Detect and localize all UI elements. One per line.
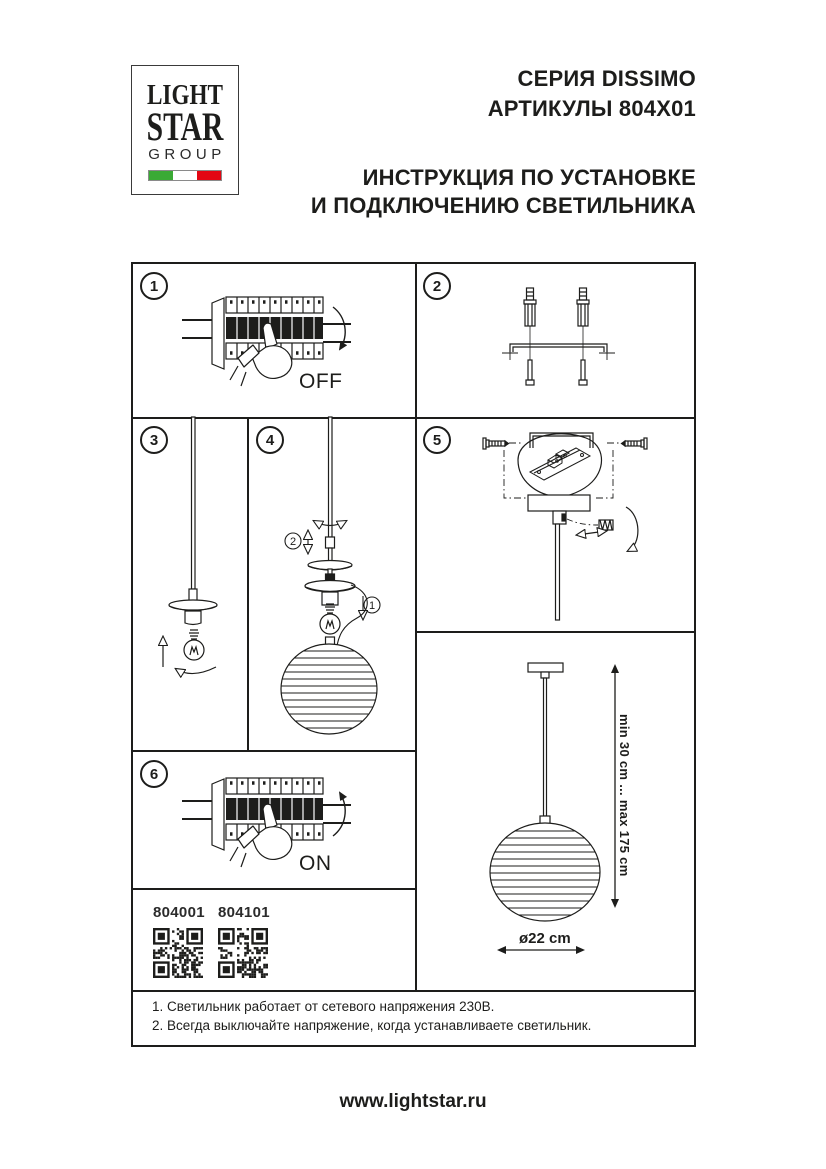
step3-bulb-install-illustration: [140, 417, 240, 689]
logo-text-group: GROUP: [148, 146, 226, 163]
spring-icon: [599, 520, 613, 530]
step1-number-badge: 1: [140, 272, 168, 300]
ceiling-plate: [528, 663, 563, 672]
flag-green-segment: [149, 171, 173, 180]
suspension-rod: [192, 417, 196, 589]
divider-step6-bottom: [133, 888, 417, 890]
ribbed-globe-shade: [488, 823, 602, 921]
step2-number-badge: 2: [423, 272, 451, 300]
wall-anchor-icon: [577, 288, 589, 385]
safety-notes: [152, 997, 591, 1035]
suspension-rod: [544, 678, 547, 816]
diameter-label: ø22 cm: [519, 930, 571, 947]
ribbed-globe-shade: [279, 637, 379, 734]
article-number-right: 804101: [218, 904, 270, 921]
light-bulb-icon: [320, 604, 340, 634]
callout-2-number: 2: [289, 536, 297, 548]
ceiling-canopy: [528, 495, 590, 511]
italian-flag-bar: [148, 170, 222, 181]
qr-code-804101: [218, 928, 268, 978]
screw-icon: [483, 438, 509, 449]
step5-number-badge: 5: [423, 426, 451, 454]
terminal-block-detail: [530, 448, 590, 480]
lamp-socket: [185, 611, 201, 625]
divider-notes-top: [133, 990, 694, 992]
instruction-title-line2: И ПОДКЛЮЧЕНИЮ СВЕТИЛЬНИКА: [310, 193, 696, 218]
step4-number-badge: 4: [256, 426, 284, 454]
wall-anchor-icon: [524, 288, 536, 385]
note-line: 1. Светильник работает от сетевого напряжения 230В.: [152, 999, 495, 1014]
suspension-rod: [556, 524, 560, 620]
on-label: ON: [299, 852, 332, 875]
curved-insert-arrow-icon: [336, 585, 367, 655]
flag-white-segment: [173, 171, 197, 180]
lightstar-logo: [131, 65, 239, 195]
series-title: СЕРИЯ DISSIMO: [517, 66, 696, 91]
rotate-icon: [626, 507, 638, 551]
height-range-label: min 30 cm ... max 175 cm: [617, 714, 632, 877]
website-url: www.lightstar.ru: [339, 1091, 487, 1112]
divider-center-vertical: [415, 264, 417, 990]
rotate-icon: [176, 667, 216, 674]
step3-number-badge: 3: [140, 426, 168, 454]
arrow-up-icon: [333, 793, 345, 836]
flag-red-segment: [197, 171, 221, 180]
arrow-left-right-icon: [577, 531, 606, 535]
step6-number-badge: 6: [140, 760, 168, 788]
light-bulb-icon: [184, 630, 204, 660]
suspension-rod: [329, 417, 333, 537]
article-number-left: 804001: [153, 904, 205, 921]
divider-step34-bottom: [133, 750, 417, 752]
step4-globe-assembly-illustration: [257, 417, 409, 739]
off-label: OFF: [299, 370, 343, 393]
finished-lamp-dimensions-illustration: [470, 650, 685, 965]
mounting-bracket-icon: [530, 433, 593, 448]
callout-1-number: 1: [368, 600, 376, 612]
articles-title: АРТИКУЛЫ 804X01: [487, 96, 696, 121]
step5-ceiling-mount-illustration: [460, 420, 695, 632]
logo-text-light: LIGHT: [146, 79, 224, 111]
lamp-socket: [322, 592, 338, 605]
instruction-title-line1: ИНСТРУКЦИЯ ПО УСТАНОВКЕ: [362, 165, 696, 190]
logo-text-star: STAR: [146, 104, 224, 149]
note-line: 2. Всегда выключайте напряжение, когда устанавливаете светильник.: [152, 1018, 592, 1033]
divider-step3-step4: [247, 417, 249, 752]
qr-code-804001: [153, 928, 203, 978]
screw-icon: [622, 438, 648, 449]
mounting-bracket-icon: [502, 344, 615, 360]
step2-mounting-kit-illustration: [500, 283, 622, 397]
set-screw: [562, 514, 566, 521]
document-title-block: [311, 64, 696, 220]
